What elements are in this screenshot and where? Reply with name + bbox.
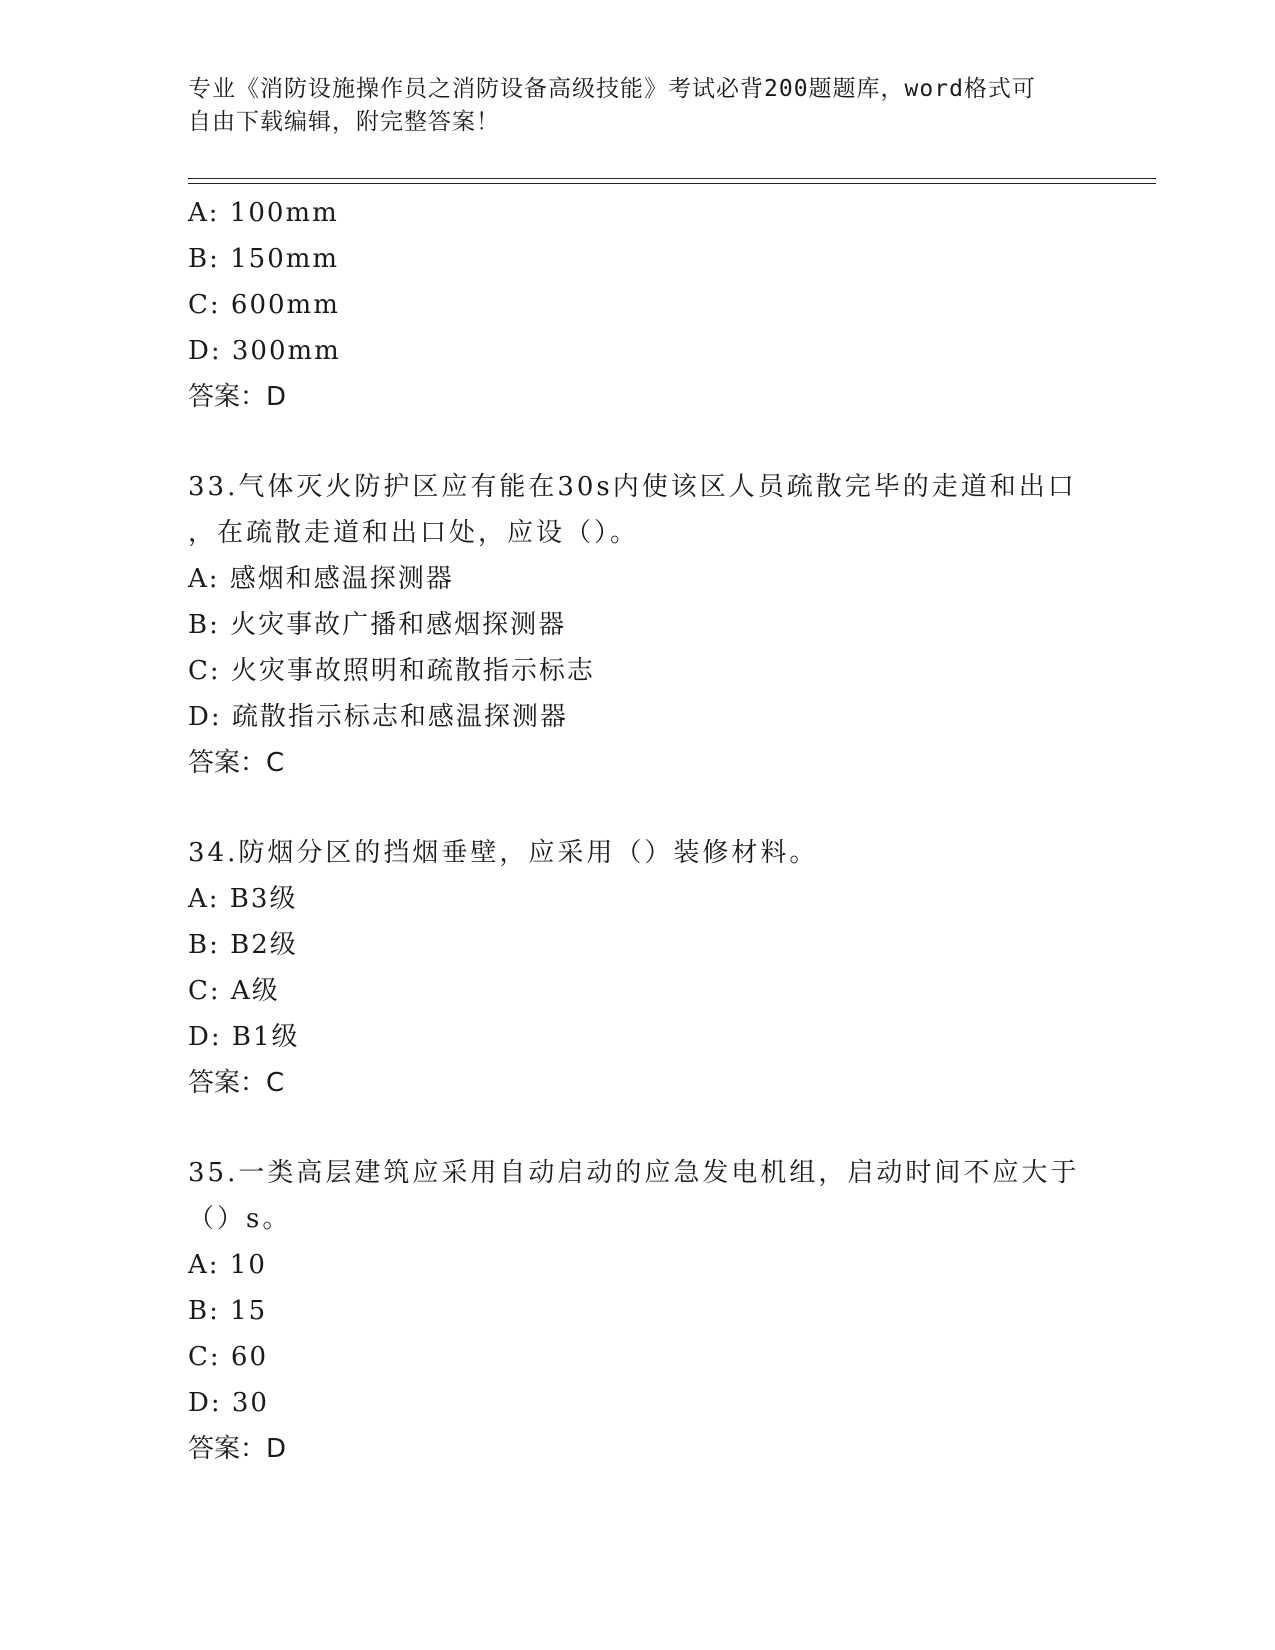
answer-line: 答案：D [188, 382, 287, 412]
option-c: C: 火灾事故照明和疏散指示标志 [188, 656, 595, 686]
answer-line: 答案：C [188, 1068, 285, 1098]
option-d: D: 疏散指示标志和感温探测器 [188, 702, 568, 732]
option-b: B: 150mm [188, 244, 340, 274]
option-a: A: B3级 [188, 884, 298, 914]
option-d: D: 30 [188, 1388, 269, 1418]
question-block-32 [188, 190, 1088, 420]
option-a: A: 感烟和感温探测器 [188, 564, 454, 594]
option-d: D: B1级 [188, 1022, 300, 1052]
header-line-2: 自由下载编辑，附完整答案！ [188, 109, 500, 135]
option-b: B: 15 [188, 1296, 268, 1326]
option-c: C: 60 [188, 1342, 269, 1372]
header-divider-top [188, 178, 1156, 179]
question-list [188, 190, 1088, 1472]
question-block-35 [188, 1150, 1088, 1472]
option-a: A: 10 [188, 1250, 267, 1280]
spacer [188, 420, 1088, 464]
spacer [188, 786, 1088, 830]
question-block-33 [188, 464, 1088, 786]
document-header [188, 73, 1078, 139]
option-b: B: B2级 [188, 930, 298, 960]
answer-line: 答案：D [188, 1434, 287, 1464]
question-text-line: ，在疏散走道和出口处，应设（）。 [188, 518, 640, 548]
option-c: C: A级 [188, 976, 280, 1006]
question-text-line: 33.气体灭火防护区应有能在30s内使该区人员疏散完毕的走道和出口 [188, 472, 1077, 502]
header-line-1: 专业《消防设施操作员之消防设备高级技能》考试必背200题题库，word格式可 [188, 76, 1036, 102]
header-divider-bottom [188, 183, 1156, 184]
question-text-line: 34.防烟分区的挡烟垂壁，应采用（）装修材料。 [188, 838, 819, 868]
spacer [188, 1106, 1088, 1150]
option-b: B: 火灾事故广播和感烟探测器 [188, 610, 567, 640]
option-c: C: 600mm [188, 290, 340, 320]
question-block-34 [188, 830, 1088, 1106]
question-text-line: 35.一类高层建筑应采用自动启动的应急发电机组，启动时间不应大于 [188, 1158, 1080, 1188]
question-text-line: （）s。 [188, 1204, 292, 1234]
option-a: A: 100mm [188, 198, 339, 228]
option-d: D: 300mm [188, 336, 341, 366]
answer-line: 答案：C [188, 748, 285, 778]
